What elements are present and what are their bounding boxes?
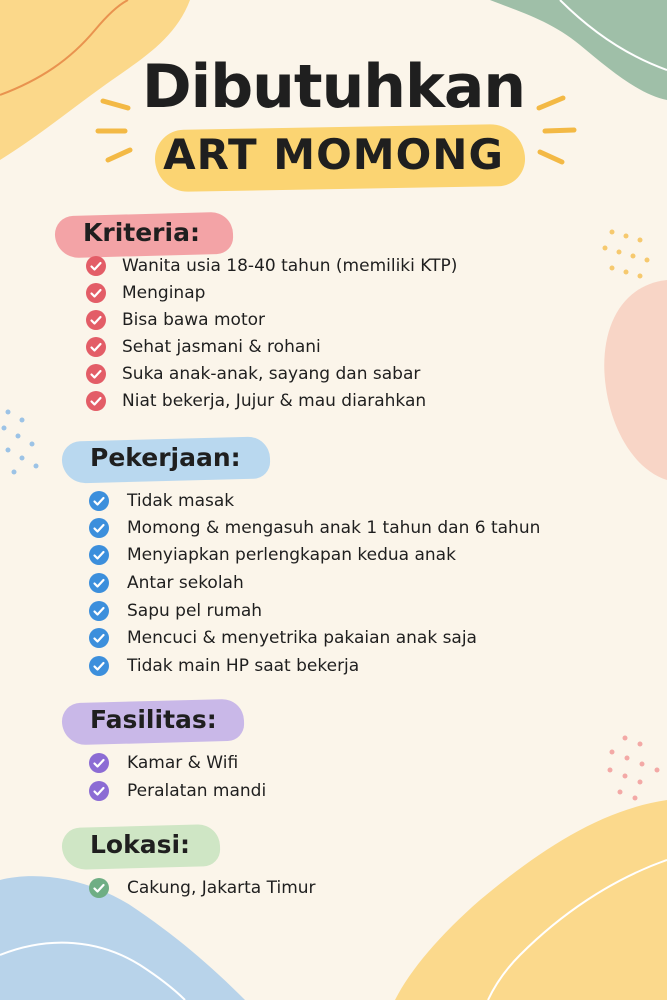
check-circle-icon bbox=[86, 364, 106, 384]
list-item-text: Peralatan mandi bbox=[127, 781, 267, 801]
check-circle-icon bbox=[89, 781, 109, 801]
list-item-text: Niat bekerja, Jujur & mau diarahkan bbox=[122, 391, 427, 411]
fasilitas-heading: Fasilitas: bbox=[90, 705, 217, 734]
list-item-text: Sapu pel rumah bbox=[127, 601, 263, 621]
section-heading-pekerjaan bbox=[62, 439, 274, 483]
list-item-text: Cakung, Jakarta Timur bbox=[127, 878, 316, 898]
check-circle-icon bbox=[89, 601, 109, 621]
check-circle-icon bbox=[86, 310, 106, 330]
list-item-text: Bisa bawa motor bbox=[122, 310, 266, 330]
lokasi-heading: Lokasi: bbox=[90, 830, 191, 859]
section-heading-lokasi bbox=[62, 826, 222, 870]
list-item-text: Wanita usia 18-40 tahun (memiliki KTP) bbox=[122, 256, 458, 276]
check-circle-icon bbox=[89, 878, 109, 898]
check-circle-icon bbox=[86, 283, 106, 303]
list-item-text: Momong & mengasuh anak 1 tahun dan 6 tahun bbox=[127, 518, 541, 538]
check-circle-icon bbox=[89, 656, 109, 676]
list-item-text: Menyiapkan perlengkapan kedua anak bbox=[127, 545, 456, 565]
check-circle-icon bbox=[86, 337, 106, 357]
check-circle-icon bbox=[89, 491, 109, 511]
list-item-text: Antar sekolah bbox=[127, 573, 244, 593]
list-item-text: Kamar & Wifi bbox=[127, 753, 239, 773]
check-circle-icon bbox=[86, 391, 106, 411]
check-circle-icon bbox=[89, 628, 109, 648]
check-circle-icon bbox=[89, 573, 109, 593]
list-item-text: Menginap bbox=[122, 283, 206, 303]
list-item-text: Suka anak-anak, sayang dan sabar bbox=[122, 364, 421, 384]
section-heading-fasilitas bbox=[62, 701, 248, 745]
page-title: Dibutuhkan bbox=[141, 52, 526, 122]
list-item-text: Tidak main HP saat bekerja bbox=[127, 656, 360, 676]
kriteria-heading: Kriteria: bbox=[83, 218, 200, 247]
check-circle-icon bbox=[89, 518, 109, 538]
page-subtitle: ART MOMONG bbox=[163, 130, 504, 179]
list-item-text: Tidak masak bbox=[127, 491, 235, 511]
check-circle-icon bbox=[86, 256, 106, 276]
list-item-text: Mencuci & menyetrika pakaian anak saja bbox=[127, 628, 477, 648]
list-item-text: Sehat jasmani & rohani bbox=[122, 337, 321, 357]
section-heading-kriteria bbox=[55, 214, 235, 258]
check-circle-icon bbox=[89, 753, 109, 773]
pekerjaan-heading: Pekerjaan: bbox=[90, 443, 241, 472]
check-circle-icon bbox=[89, 545, 109, 565]
